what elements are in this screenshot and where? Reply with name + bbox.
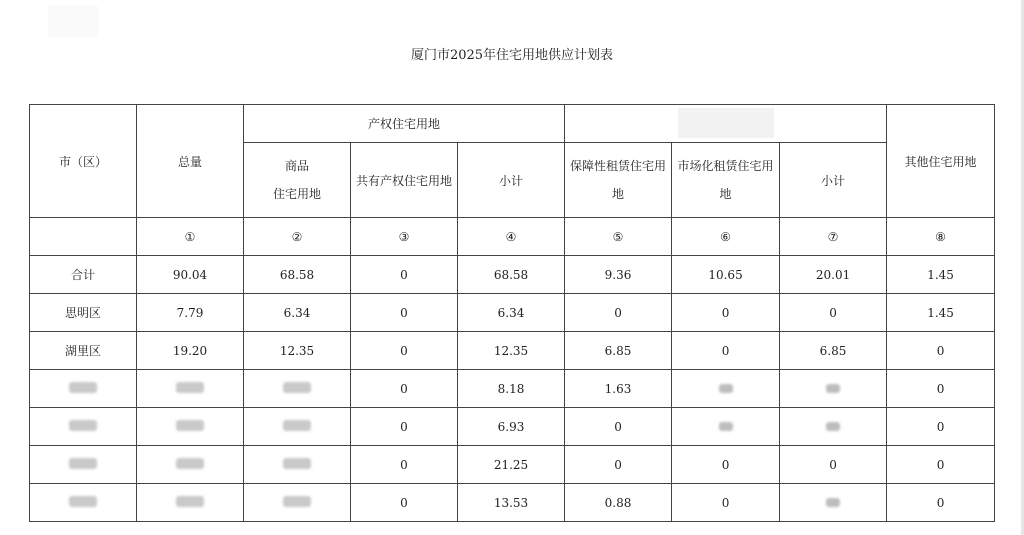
row-cell: 0 — [351, 408, 458, 446]
index-cell: ③ — [351, 218, 458, 256]
row-cell: 10.65 — [672, 256, 780, 294]
row-district: 思明区 — [30, 294, 137, 332]
row-cell — [137, 408, 244, 446]
table-row — [30, 484, 995, 522]
index-cell: ⑤ — [565, 218, 672, 256]
row-district — [30, 446, 137, 484]
row-cell: 1.45 — [887, 256, 995, 294]
row-cell: 0 — [351, 332, 458, 370]
index-cell: ⑥ — [672, 218, 780, 256]
row-cell — [672, 370, 780, 408]
row-cell: 0 — [780, 446, 887, 484]
header-other: 其他住宅用地 — [887, 105, 995, 218]
redacted-text — [69, 382, 97, 393]
row-cell — [137, 484, 244, 522]
row-cell: 1.63 — [565, 370, 672, 408]
row-cell: 0 — [351, 484, 458, 522]
row-cell: 6.85 — [780, 332, 887, 370]
header-shared: 共有产权住宅用地 — [351, 143, 458, 218]
row-cell — [244, 370, 351, 408]
row-cell: 0 — [351, 294, 458, 332]
table-row — [30, 294, 995, 332]
row-cell — [137, 446, 244, 484]
table-row — [30, 408, 995, 446]
row-district: 湖里区 — [30, 332, 137, 370]
row-cell: 7.79 — [137, 294, 244, 332]
row-cell: 12.35 — [458, 332, 565, 370]
row-cell: 0 — [351, 370, 458, 408]
row-cell: 68.58 — [244, 256, 351, 294]
row-cell: 6.34 — [244, 294, 351, 332]
row-cell — [137, 370, 244, 408]
redacted-text — [283, 382, 311, 393]
row-cell: 21.25 — [458, 446, 565, 484]
row-cell: 13.53 — [458, 484, 565, 522]
row-cell: 0 — [672, 332, 780, 370]
row-cell — [780, 484, 887, 522]
header-commercial: 商品 住宅用地 — [244, 143, 351, 218]
row-cell: 6.93 — [458, 408, 565, 446]
table-row — [30, 332, 995, 370]
header-district: 市（区） — [30, 105, 137, 218]
row-cell: 68.58 — [458, 256, 565, 294]
land-supply-table — [29, 104, 995, 522]
row-cell: 9.36 — [565, 256, 672, 294]
row-cell: 90.04 — [137, 256, 244, 294]
row-cell: 0 — [565, 446, 672, 484]
redacted-text — [176, 420, 204, 431]
redacted-text — [826, 384, 840, 393]
row-cell: 6.34 — [458, 294, 565, 332]
redacted-text — [283, 420, 311, 431]
row-cell: 0 — [887, 332, 995, 370]
row-cell: 0 — [351, 256, 458, 294]
redacted-text — [826, 498, 840, 507]
row-district — [30, 484, 137, 522]
row-cell: 19.20 — [137, 332, 244, 370]
index-cell: ⑧ — [887, 218, 995, 256]
row-cell: 0 — [565, 294, 672, 332]
header-rental-group — [565, 105, 887, 143]
redacted-text — [176, 382, 204, 393]
redacted-text — [176, 458, 204, 469]
index-cell: ① — [137, 218, 244, 256]
redacted-text — [826, 422, 840, 431]
index-cell: ④ — [458, 218, 565, 256]
header-market-rental: 市场化租赁住宅用地 — [672, 143, 780, 218]
header-total: 总量 — [137, 105, 244, 218]
index-cell: ② — [244, 218, 351, 256]
row-cell — [780, 408, 887, 446]
row-cell: 6.85 — [565, 332, 672, 370]
row-cell: 1.45 — [887, 294, 995, 332]
row-cell: 0.88 — [565, 484, 672, 522]
scan-smudge — [48, 6, 98, 38]
row-cell: 8.18 — [458, 370, 565, 408]
index-cell-empty — [30, 218, 137, 256]
row-cell: 0 — [780, 294, 887, 332]
redacted-text — [176, 496, 204, 507]
row-cell — [672, 408, 780, 446]
row-cell — [244, 484, 351, 522]
index-cell: ⑦ — [780, 218, 887, 256]
row-cell — [780, 370, 887, 408]
row-cell: 0 — [565, 408, 672, 446]
row-cell: 0 — [672, 446, 780, 484]
table-row — [30, 446, 995, 484]
header-subtotal-rental: 小计 — [780, 143, 887, 218]
row-cell — [244, 408, 351, 446]
header-subtotal-property: 小计 — [458, 143, 565, 218]
row-cell: 0 — [351, 446, 458, 484]
redacted-text — [69, 458, 97, 469]
table-row — [30, 256, 995, 294]
row-cell: 12.35 — [244, 332, 351, 370]
table-row — [30, 370, 995, 408]
page-title: 厦门市2025年住宅用地供应计划表 — [410, 48, 614, 63]
row-cell — [244, 446, 351, 484]
redacted-text — [719, 384, 733, 393]
redacted-text — [69, 496, 97, 507]
row-cell: 0 — [672, 294, 780, 332]
row-cell: 0 — [887, 446, 995, 484]
row-cell: 20.01 — [780, 256, 887, 294]
redacted-text — [69, 420, 97, 431]
row-district: 合计 — [30, 256, 137, 294]
row-cell: 0 — [887, 370, 995, 408]
row-cell: 0 — [672, 484, 780, 522]
row-cell: 0 — [887, 408, 995, 446]
row-district — [30, 408, 137, 446]
redacted-text — [283, 496, 311, 507]
redacted-text — [283, 458, 311, 469]
header-affordable-rental: 保障性租赁住宅用地 — [565, 143, 672, 218]
redacted-text — [719, 422, 733, 431]
row-district — [30, 370, 137, 408]
row-cell: 0 — [887, 484, 995, 522]
header-property-group: 产权住宅用地 — [244, 105, 565, 143]
